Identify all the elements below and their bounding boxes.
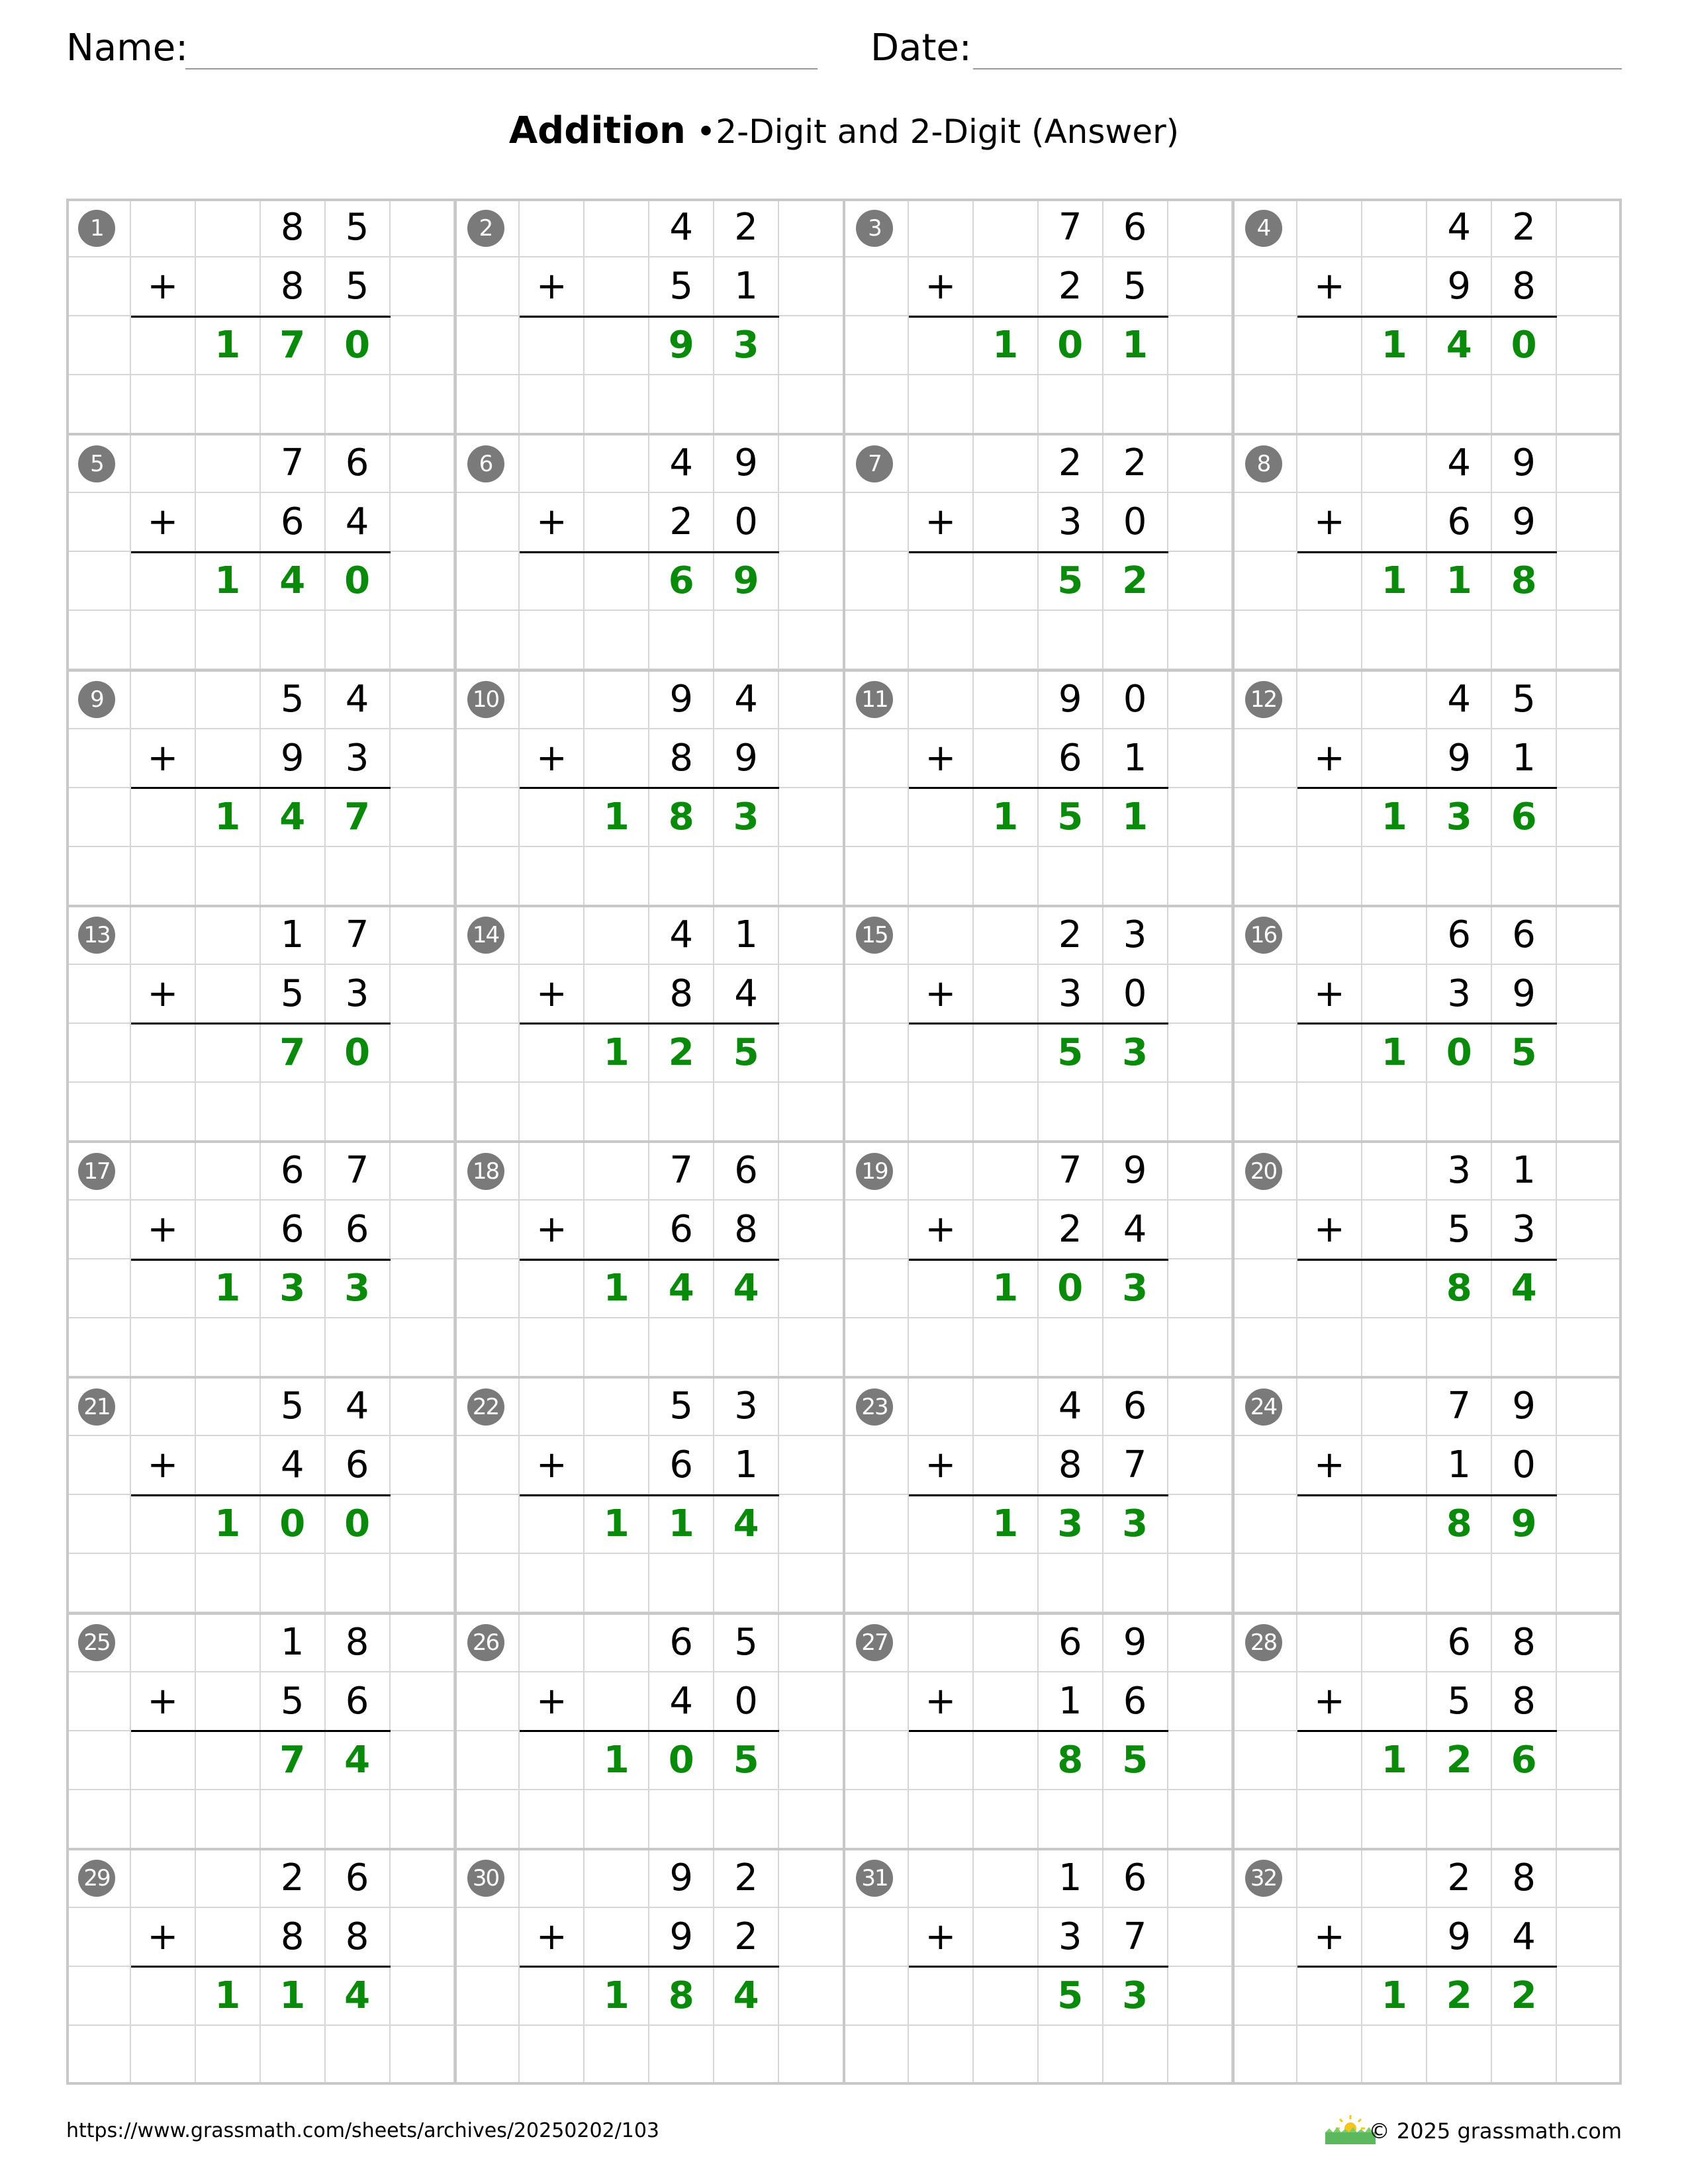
answer-digit: 1 [974, 788, 1039, 847]
addend2-digit: 6 [1103, 1672, 1168, 1731]
addend2-digit: 8 [649, 729, 714, 788]
answer-digit: 1 [1362, 1967, 1427, 2026]
answer-digit: 4 [326, 1731, 391, 1790]
addend1-digit: 6 [261, 1142, 326, 1201]
addend1-digit: 7 [1427, 1377, 1492, 1436]
answer-digit: 3 [1103, 1024, 1168, 1083]
plus-operator: + [909, 257, 974, 316]
answer-digit: 1 [1103, 316, 1168, 375]
plus-operator: + [520, 257, 585, 316]
addend2-digit: 3 [1039, 1908, 1103, 1967]
answer-digit: 1 [196, 1259, 261, 1318]
addend1-digit: 4 [1427, 670, 1492, 729]
addend1-digit: 9 [649, 1849, 714, 1908]
addend2-digit: 8 [1492, 1672, 1557, 1731]
problem-number-badge: 7 [856, 445, 893, 482]
addend1-digit: 5 [326, 199, 391, 257]
answer-digit: 3 [261, 1259, 326, 1318]
answer-digit: 1 [974, 1259, 1039, 1318]
problem-number-badge: 10 [467, 681, 504, 718]
addend1-digit: 2 [1427, 1849, 1492, 1908]
addend2-digit: 0 [1103, 965, 1168, 1024]
addend2-digit: 9 [1492, 493, 1557, 552]
addend2-digit: 8 [714, 1201, 779, 1259]
addend2-digit: 9 [714, 729, 779, 788]
problem-number-badge: 11 [856, 681, 893, 718]
addend2-digit: 0 [1492, 1436, 1557, 1495]
answer-digit: 2 [649, 1024, 714, 1083]
answer-digit: 4 [261, 788, 326, 847]
addend1-digit: 1 [1492, 1142, 1557, 1201]
answer-digit: 5 [1492, 1024, 1557, 1083]
answer-digit: 7 [261, 1024, 326, 1083]
problem-number-badge: 32 [1245, 1860, 1282, 1897]
addend1-digit: 2 [1039, 434, 1103, 493]
answer-digit: 3 [1103, 1259, 1168, 1318]
answer-digit: 4 [261, 552, 326, 611]
addend1-digit: 1 [1039, 1849, 1103, 1908]
addend1-digit: 2 [261, 1849, 326, 1908]
plus-operator: + [520, 1672, 585, 1731]
answer-digit: 4 [1492, 1259, 1557, 1318]
answer-digit: 3 [1103, 1967, 1168, 2026]
answer-digit: 1 [1362, 1024, 1427, 1083]
addend2-digit: 6 [261, 1201, 326, 1259]
plus-operator: + [131, 493, 196, 552]
problem-number-badge: 1 [78, 210, 115, 247]
plus-operator: + [909, 1201, 974, 1259]
answer-digit: 2 [1103, 552, 1168, 611]
addend1-digit: 1 [714, 906, 779, 965]
problem-number-badge: 18 [467, 1153, 504, 1190]
addend1-digit: 6 [1427, 1614, 1492, 1672]
addend1-digit: 6 [1492, 906, 1557, 965]
problem-number-badge: 13 [78, 917, 115, 954]
addend1-digit: 9 [1103, 1142, 1168, 1201]
answer-digit: 3 [714, 788, 779, 847]
addend2-digit: 6 [649, 1436, 714, 1495]
problem-number-badge: 27 [856, 1624, 893, 1661]
plus-operator: + [1297, 493, 1362, 552]
addend2-digit: 6 [326, 1201, 391, 1259]
answer-digit: 0 [1427, 1024, 1492, 1083]
answer-digit: 8 [1427, 1495, 1492, 1554]
answer-digit: 4 [714, 1495, 779, 1554]
addend1-digit: 8 [1492, 1614, 1557, 1672]
addend2-digit: 5 [326, 257, 391, 316]
addend2-digit: 1 [1039, 1672, 1103, 1731]
addend1-digit: 7 [326, 906, 391, 965]
answer-digit: 1 [196, 788, 261, 847]
addend2-digit: 1 [714, 1436, 779, 1495]
answer-digit: 3 [1039, 1495, 1103, 1554]
addend1-digit: 7 [1039, 1142, 1103, 1201]
addend2-digit: 7 [1103, 1908, 1168, 1967]
problem-number-badge: 22 [467, 1388, 504, 1426]
plus-operator: + [1297, 729, 1362, 788]
addend1-digit: 6 [1103, 1849, 1168, 1908]
problem-number-badge: 21 [78, 1388, 115, 1426]
addend2-digit: 5 [649, 257, 714, 316]
addend2-digit: 3 [326, 729, 391, 788]
addend1-digit: 1 [261, 906, 326, 965]
addend1-digit: 2 [714, 1849, 779, 1908]
addend1-digit: 8 [1492, 1849, 1557, 1908]
addend2-digit: 6 [261, 493, 326, 552]
addend2-digit: 5 [1103, 257, 1168, 316]
answer-digit: 2 [1492, 1967, 1557, 2026]
addend2-digit: 5 [261, 1672, 326, 1731]
addend2-digit: 6 [326, 1672, 391, 1731]
addend1-digit: 4 [326, 1377, 391, 1436]
answer-digit: 1 [585, 1024, 649, 1083]
addend1-digit: 9 [649, 670, 714, 729]
addend1-digit: 4 [714, 670, 779, 729]
plus-operator: + [909, 965, 974, 1024]
problem-number-badge: 20 [1245, 1153, 1282, 1190]
addend2-digit: 3 [1039, 493, 1103, 552]
problem-number-badge: 17 [78, 1153, 115, 1190]
problem-number-badge: 5 [78, 445, 115, 482]
addend2-digit: 9 [1492, 965, 1557, 1024]
problem-number-badge: 29 [78, 1860, 115, 1897]
addend1-digit: 9 [714, 434, 779, 493]
addend1-digit: 7 [326, 1142, 391, 1201]
grid-border [66, 199, 1622, 2085]
answer-digit: 1 [1362, 1731, 1427, 1790]
addend2-digit: 3 [326, 965, 391, 1024]
plus-operator: + [1297, 1672, 1362, 1731]
plus-operator: + [909, 1436, 974, 1495]
date-line[interactable] [973, 68, 1622, 69]
problem-number-badge: 24 [1245, 1388, 1282, 1426]
answer-digit: 3 [714, 316, 779, 375]
addend2-digit: 0 [714, 493, 779, 552]
addend2-digit: 7 [1103, 1436, 1168, 1495]
answer-digit: 1 [585, 1967, 649, 2026]
plus-operator: + [520, 729, 585, 788]
addend1-digit: 6 [649, 1614, 714, 1672]
answer-digit: 5 [1039, 1024, 1103, 1083]
answer-digit: 9 [1492, 1495, 1557, 1554]
addend1-digit: 7 [649, 1142, 714, 1201]
plus-operator: + [131, 257, 196, 316]
addend2-digit: 4 [649, 1672, 714, 1731]
addend1-digit: 3 [1103, 906, 1168, 965]
addend2-digit: 9 [261, 729, 326, 788]
answer-digit: 8 [649, 1967, 714, 2026]
answer-digit: 1 [196, 1495, 261, 1554]
problem-number-badge: 8 [1245, 445, 1282, 482]
answer-digit: 1 [585, 1495, 649, 1554]
plus-operator: + [1297, 1201, 1362, 1259]
answer-digit: 7 [326, 788, 391, 847]
answer-digit: 4 [714, 1967, 779, 2026]
addend2-digit: 5 [1427, 1201, 1492, 1259]
plus-operator: + [1297, 965, 1362, 1024]
addend2-digit: 3 [1492, 1201, 1557, 1259]
answer-digit: 0 [261, 1495, 326, 1554]
addend2-digit: 1 [714, 257, 779, 316]
addend2-digit: 2 [649, 493, 714, 552]
plus-operator: + [1297, 1908, 1362, 1967]
plus-operator: + [909, 493, 974, 552]
title-sub: 2-Digit and 2-Digit (Answer) [716, 113, 1180, 151]
answer-digit: 4 [649, 1259, 714, 1318]
addend1-digit: 7 [1039, 199, 1103, 257]
answer-digit: 0 [326, 1495, 391, 1554]
answer-digit: 5 [1103, 1731, 1168, 1790]
answer-digit: 9 [649, 316, 714, 375]
answer-digit: 5 [1039, 1967, 1103, 2026]
addend1-digit: 4 [649, 199, 714, 257]
addend1-digit: 9 [1492, 434, 1557, 493]
plus-operator: + [131, 1672, 196, 1731]
addend1-digit: 4 [1427, 199, 1492, 257]
addend2-digit: 2 [714, 1908, 779, 1967]
plus-operator: + [520, 1201, 585, 1259]
addend2-digit: 4 [261, 1436, 326, 1495]
problem-number-badge: 26 [467, 1624, 504, 1661]
addend1-digit: 6 [326, 1849, 391, 1908]
plus-operator: + [1297, 1436, 1362, 1495]
addend1-digit: 9 [1039, 670, 1103, 729]
addend2-digit: 9 [1427, 257, 1492, 316]
addend1-digit: 4 [326, 670, 391, 729]
answer-digit: 1 [585, 1731, 649, 1790]
addend1-digit: 9 [1492, 1377, 1557, 1436]
answer-digit: 1 [974, 1495, 1039, 1554]
worksheet-title [0, 105, 1688, 158]
addend2-digit: 3 [1427, 965, 1492, 1024]
addend1-digit: 5 [261, 670, 326, 729]
addend1-digit: 2 [1492, 199, 1557, 257]
addend1-digit: 2 [1039, 906, 1103, 965]
name-line[interactable] [185, 68, 818, 69]
footer-copyright: © 2025 grassmath.com [1368, 2118, 1622, 2144]
addend2-digit: 5 [1427, 1672, 1492, 1731]
problem-number-badge: 3 [856, 210, 893, 247]
answer-digit: 7 [261, 1731, 326, 1790]
problem-number-badge: 9 [78, 681, 115, 718]
addend1-digit: 4 [649, 434, 714, 493]
answer-digit: 5 [714, 1731, 779, 1790]
answer-digit: 5 [1039, 552, 1103, 611]
problem-number-badge: 19 [856, 1153, 893, 1190]
footer-url: https://www.grassmath.com/sheets/archives/20250202/103 [66, 2119, 660, 2142]
problem-number-badge: 14 [467, 917, 504, 954]
answer-digit: 5 [714, 1024, 779, 1083]
addend1-digit: 2 [714, 199, 779, 257]
addend2-digit: 2 [1039, 257, 1103, 316]
addend2-digit: 4 [1103, 1201, 1168, 1259]
addend2-digit: 6 [1427, 493, 1492, 552]
addend1-digit: 7 [261, 434, 326, 493]
answer-digit: 1 [196, 1967, 261, 2026]
answer-digit: 1 [1103, 788, 1168, 847]
answer-digit: 8 [649, 788, 714, 847]
answer-digit: 1 [585, 788, 649, 847]
answer-digit: 7 [261, 316, 326, 375]
problem-number-badge: 15 [856, 917, 893, 954]
addend2-digit: 6 [1039, 729, 1103, 788]
answer-digit: 3 [326, 1259, 391, 1318]
answer-digit: 4 [714, 1259, 779, 1318]
plus-operator: + [909, 1672, 974, 1731]
answer-digit: 4 [326, 1967, 391, 2026]
addend2-digit: 3 [1039, 965, 1103, 1024]
answer-digit: 3 [1427, 788, 1492, 847]
answer-digit: 1 [1427, 552, 1492, 611]
problem-number-badge: 4 [1245, 210, 1282, 247]
plus-operator: + [909, 1908, 974, 1967]
addend1-digit: 4 [1039, 1377, 1103, 1436]
answer-digit: 3 [1103, 1495, 1168, 1554]
addend1-digit: 6 [1427, 906, 1492, 965]
answer-digit: 1 [196, 552, 261, 611]
addend2-digit: 8 [1492, 257, 1557, 316]
addend1-digit: 6 [1103, 199, 1168, 257]
addend2-digit: 8 [261, 257, 326, 316]
problem-number-badge: 31 [856, 1860, 893, 1897]
answer-digit: 9 [714, 552, 779, 611]
answer-digit: 2 [1427, 1731, 1492, 1790]
plus-operator: + [1297, 257, 1362, 316]
addend2-digit: 5 [261, 965, 326, 1024]
answer-digit: 1 [196, 316, 261, 375]
plus-operator: + [131, 1436, 196, 1495]
addend1-digit: 5 [649, 1377, 714, 1436]
name-label: Name: [66, 26, 189, 69]
answer-digit: 1 [1362, 552, 1427, 611]
answer-digit: 0 [649, 1731, 714, 1790]
addend2-digit: 8 [261, 1908, 326, 1967]
answer-digit: 8 [1039, 1731, 1103, 1790]
answer-digit: 0 [326, 316, 391, 375]
date-label: Date: [870, 26, 972, 69]
addend2-digit: 1 [1492, 729, 1557, 788]
answer-digit: 1 [585, 1259, 649, 1318]
answer-digit: 1 [974, 316, 1039, 375]
answer-digit: 8 [1492, 552, 1557, 611]
problem-number-badge: 16 [1245, 917, 1282, 954]
plus-operator: + [520, 1908, 585, 1967]
title-bullet: • [696, 113, 716, 151]
answer-digit: 0 [1492, 316, 1557, 375]
addend1-digit: 4 [1427, 434, 1492, 493]
problem-number-badge: 28 [1245, 1624, 1282, 1661]
answer-digit: 0 [326, 552, 391, 611]
plus-operator: + [131, 1908, 196, 1967]
addend2-digit: 2 [1039, 1201, 1103, 1259]
answer-digit: 1 [1362, 788, 1427, 847]
addend2-digit: 9 [649, 1908, 714, 1967]
addend1-digit: 5 [1492, 670, 1557, 729]
addend2-digit: 0 [714, 1672, 779, 1731]
plus-operator: + [131, 965, 196, 1024]
problem-number-badge: 2 [467, 210, 504, 247]
answer-digit: 5 [1039, 788, 1103, 847]
answer-digit: 8 [1427, 1259, 1492, 1318]
answer-digit: 1 [649, 1495, 714, 1554]
addend2-digit: 9 [1427, 1908, 1492, 1967]
answer-digit: 0 [326, 1024, 391, 1083]
addend1-digit: 6 [326, 434, 391, 493]
problem-number-badge: 30 [467, 1860, 504, 1897]
addend1-digit: 0 [1103, 670, 1168, 729]
addend2-digit: 1 [1427, 1436, 1492, 1495]
addend1-digit: 5 [714, 1614, 779, 1672]
addend2-digit: 4 [714, 965, 779, 1024]
addend1-digit: 5 [261, 1377, 326, 1436]
answer-digit: 6 [1492, 1731, 1557, 1790]
answer-digit: 4 [1427, 316, 1492, 375]
addend2-digit: 0 [1103, 493, 1168, 552]
addend1-digit: 8 [261, 199, 326, 257]
plus-operator: + [520, 1436, 585, 1495]
plus-operator: + [131, 729, 196, 788]
problem-number-badge: 6 [467, 445, 504, 482]
answer-digit: 0 [1039, 316, 1103, 375]
addend2-digit: 6 [649, 1201, 714, 1259]
addend1-digit: 6 [1039, 1614, 1103, 1672]
answer-digit: 6 [649, 552, 714, 611]
addend2-digit: 8 [1039, 1436, 1103, 1495]
addend2-digit: 6 [326, 1436, 391, 1495]
addend1-digit: 1 [261, 1614, 326, 1672]
addend2-digit: 8 [649, 965, 714, 1024]
addend2-digit: 4 [326, 493, 391, 552]
addend1-digit: 3 [1427, 1142, 1492, 1201]
addend1-digit: 6 [714, 1142, 779, 1201]
title-main: Addition [508, 109, 686, 152]
addend1-digit: 2 [1103, 434, 1168, 493]
answer-digit: 2 [1427, 1967, 1492, 2026]
answer-digit: 0 [1039, 1259, 1103, 1318]
plus-operator: + [520, 965, 585, 1024]
addend2-digit: 4 [1492, 1908, 1557, 1967]
problem-number-badge: 12 [1245, 681, 1282, 718]
problem-number-badge: 25 [78, 1624, 115, 1661]
addend1-digit: 6 [1103, 1377, 1168, 1436]
addend2-digit: 9 [1427, 729, 1492, 788]
addend1-digit: 4 [649, 906, 714, 965]
addend1-digit: 3 [714, 1377, 779, 1436]
plus-operator: + [520, 493, 585, 552]
addend1-digit: 9 [1103, 1614, 1168, 1672]
problem-number-badge: 23 [856, 1388, 893, 1426]
addend2-digit: 1 [1103, 729, 1168, 788]
addend2-digit: 8 [326, 1908, 391, 1967]
answer-digit: 1 [261, 1967, 326, 2026]
answer-digit: 1 [1362, 316, 1427, 375]
addend1-digit: 8 [326, 1614, 391, 1672]
answer-digit: 6 [1492, 788, 1557, 847]
plus-operator: + [131, 1201, 196, 1259]
plus-operator: + [909, 729, 974, 788]
